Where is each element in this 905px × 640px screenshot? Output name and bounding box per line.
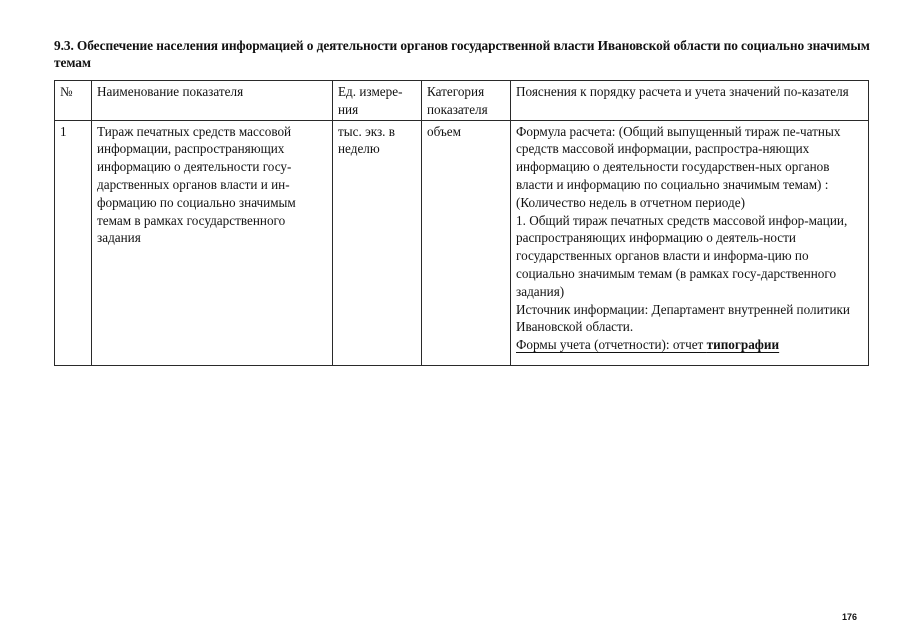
cell-number: 1 (55, 120, 92, 365)
header-unit: Ед. измере-ния (333, 81, 422, 121)
cell-explanation (511, 120, 869, 365)
forms-line (516, 336, 863, 354)
source-text: Источник информации: Департамент внутренней политики Ивановской области. (516, 301, 850, 335)
header-explanation: Пояснения к порядку расчета и учета значений по-казателя (511, 81, 869, 121)
formula-text: Формула расчета: (Общий выпущенный тираж пе-чатных средств массовой информации, распростра-няющих информацию о деятельности государствен-ных органов власти и информацию по социально значимым темам) : (Количество недель в отчетном периоде) (516, 123, 841, 210)
cell-unit: тыс. экз. в неделю (333, 120, 422, 365)
section-heading: 9.3. Обеспечение населения информацией о деятельности органов государственной власти Ивановской области по социально значимым темам (54, 38, 870, 70)
header-number: № (55, 81, 92, 121)
forms-prefix: Формы учета (отчетности): отчет (516, 337, 707, 353)
forms-bold-word: типографии (706, 337, 780, 353)
cell-name: Тираж печатных средств массовой информации, распространяющих информацию о деятельности госу-дарственных органов власти и ин-формацию по социально значимым темам в рамках государственного задания (92, 120, 333, 365)
table-header-row (55, 81, 869, 121)
table-row (55, 120, 869, 365)
cell-category: объем (422, 120, 511, 365)
header-name: Наименование показателя (92, 81, 333, 121)
header-category: Категория показателя (422, 81, 511, 121)
indicators-table (54, 80, 869, 366)
page-number: 176 (842, 612, 858, 622)
item-1-text: 1. Общий тираж печатных средств массовой инфор-мации, распространяющих информацию о деятель-ности государственных органов власти и информа-цию по социально значимым темам (в рамках госу-дарственного задания) (516, 212, 848, 299)
